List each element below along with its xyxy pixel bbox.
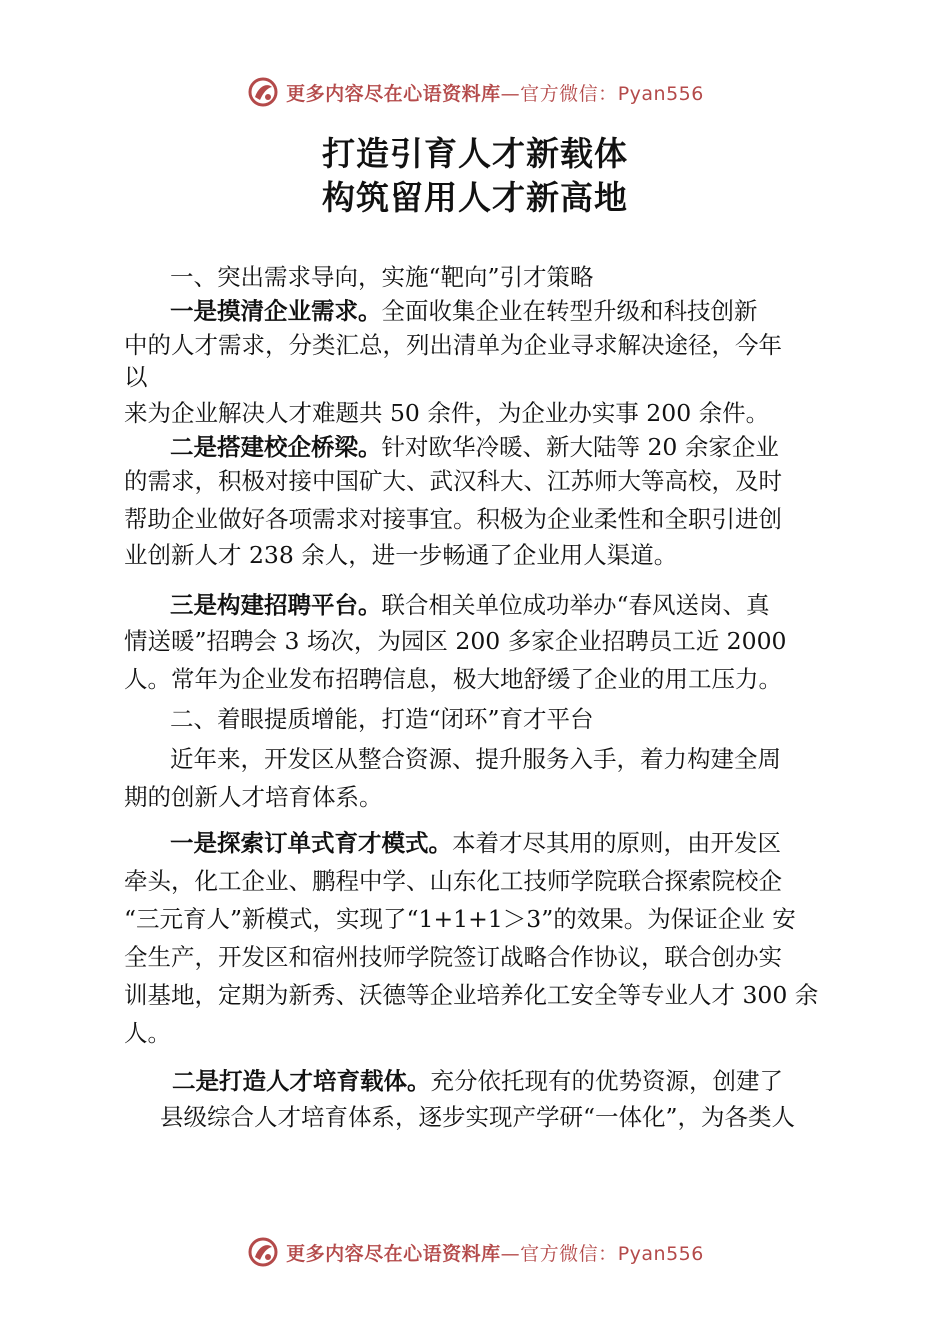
paragraph-line: 一是探索订单式育才模式。本着才尽其用的原则，由开发区 [170, 829, 781, 857]
paragraph-line: 训基地，定期为新秀、沃德等企业培养化工安全等专业人才 300 余 [124, 981, 819, 1009]
paragraph-line: 帮助企业做好各项需求对接事宜。积极为企业柔性和全职引进创 [124, 505, 782, 533]
paragraph-line: 牵头，化工企业、鹏程中学、山东化工技师学院联合探索院校企 [124, 867, 782, 895]
brush-logo-icon [246, 1235, 280, 1269]
paragraph-line: 县级综合人才培育体系，逐步实现产学研“一体化”，为各类人 [160, 1103, 796, 1131]
paragraph-lead: 二是打造人才培育载体。 [172, 1067, 431, 1095]
paragraph-lead: 二是搭建校企桥梁。 [170, 433, 382, 461]
watermark-header [0, 72, 950, 112]
paragraph-line: 业创新人才 238 余人，进一步畅通了企业用人渠道。 [124, 541, 678, 569]
paragraph-line: 二是搭建校企桥梁。针对欧华冷暖、新大陆等 20 余家企业 [170, 433, 779, 461]
paragraph-line: 中的人才需求，分类汇总，列出清单为企业寻求解决途径，今年 [124, 331, 782, 359]
paragraph-line: 一是摸清企业需求。全面收集企业在转型升级和科技创新 [170, 297, 758, 325]
section-heading-2: 二、着眼提质增能，打造“闭环”育才平台 [170, 705, 594, 733]
paragraph-line: 二是打造人才培育载体。充分依托现有的优势资源，创建了 [172, 1067, 783, 1095]
paragraph-line: 人。 [124, 1019, 171, 1047]
watermark-text: 更多内容尽在心语资料库—官方微信：Pyan556 [286, 82, 704, 105]
paragraph-line: 近年来，开发区从整合资源、提升服务入手，着力构建全周 [170, 745, 781, 773]
paragraph-line: “三元育人”新模式，实现了“1+1+1＞3”的效果。为保证企业 安 [124, 905, 796, 933]
paragraph-lead: 一是摸清企业需求。 [170, 297, 382, 325]
page-title-line-2: 构筑留用人才新高地 [322, 178, 628, 217]
paragraph-line: 情送暖”招聘会 3 场次，为园区 200 多家企业招聘员工近 2000 [124, 627, 787, 655]
paragraph-lead: 三是构建招聘平台。 [170, 591, 382, 619]
watermark-footer [0, 1232, 950, 1272]
watermark-text: 更多内容尽在心语资料库—官方微信：Pyan556 [286, 1242, 704, 1265]
section-heading-1: 一、突出需求导向，实施“靶向”引才策略 [170, 263, 594, 291]
paragraph-line: 以 [124, 363, 148, 391]
paragraph-line: 全生产，开发区和宿州技师学院签订战略合作协议，联合创办实 [124, 943, 782, 971]
paragraph-lead: 一是探索订单式育才模式。 [170, 829, 452, 857]
paragraph-line: 期的创新人才培育体系。 [124, 783, 383, 811]
paragraph-line: 三是构建招聘平台。联合相关单位成功举办“春风送岗、真 [170, 591, 770, 619]
page-title-line-1: 打造引育人才新载体 [322, 134, 628, 173]
paragraph-line: 人。常年为企业发布招聘信息，极大地舒缓了企业的用工压力。 [124, 665, 782, 693]
paragraph-line: 的需求，积极对接中国矿大、武汉科大、江苏师大等高校，及时 [124, 467, 782, 495]
paragraph-line: 来为企业解决人才难题共 50 余件，为企业办实事 200 余件。 [124, 399, 770, 427]
brush-logo-icon [246, 75, 280, 109]
